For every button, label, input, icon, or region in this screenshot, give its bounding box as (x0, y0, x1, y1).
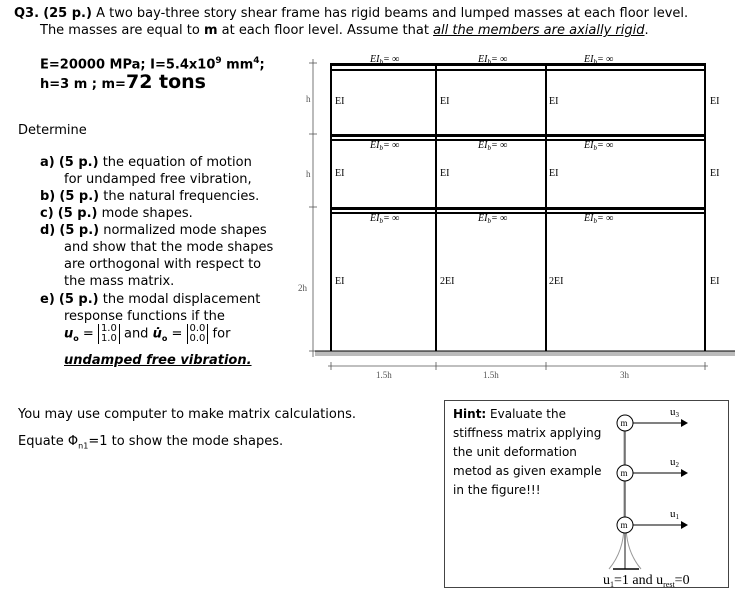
column-labels (335, 96, 719, 287)
col-label-1-3: 2EI (549, 276, 564, 287)
col-label-3-4: EI (710, 96, 720, 107)
question-mass-symbol: m (203, 23, 218, 38)
ground (315, 351, 735, 356)
for-text: for (208, 326, 231, 342)
hint-body: Evaluate the stiffness matrix applying the unit deformation metod as given example in the figure!!! (453, 407, 602, 497)
u0-vector-bottom: 1.0 (100, 333, 117, 344)
floor1-beam-top (330, 207, 706, 210)
mass-3-label: m (620, 418, 628, 428)
item-a-label: a) (40, 155, 55, 170)
col-label-1-4: EI (710, 276, 720, 287)
col-label-2-3: EI (549, 168, 559, 179)
u0-subscript: o (73, 334, 79, 344)
col-label-1-1: EI (335, 276, 345, 287)
beam-label-f1-2: $EI_b=$ ∞ (478, 213, 508, 225)
item-e-text-2: response functions if the (64, 309, 225, 324)
question-text-2b: at each floor level. Assume that (217, 23, 434, 38)
u1-label: u1 (670, 508, 679, 521)
beam-label-f2-2: $EI_b=$ ∞ (478, 140, 508, 152)
item-e-label: e) (40, 292, 55, 307)
beams (330, 63, 706, 214)
hint-bold: Hint: (453, 407, 487, 421)
item-d-text-1: normalized mode shapes (99, 223, 267, 238)
dim-2h-bottom: 2h (298, 283, 307, 293)
note-equate-a: Equate Φ (18, 434, 79, 449)
determine-label: Determine (18, 123, 87, 138)
note-equate-b: =1 to show the mode shapes. (88, 434, 284, 449)
item-d (40, 222, 273, 290)
dim-h-top: h (306, 94, 311, 104)
axially-rigid-text: all the members are axially rigid (433, 23, 645, 38)
u0-equals: = (78, 326, 98, 342)
udot0-vector-bottom: 0.0 (189, 333, 206, 344)
param-h-m: h=3 m ; m= (40, 77, 126, 92)
hint-caption: $u_1=1$ and $u_{rest}=0$ (603, 573, 690, 587)
item-d-text-4: the mass matrix. (64, 274, 175, 289)
item-c (40, 205, 193, 222)
question-points: (25 p.) (43, 6, 92, 21)
param-mass-value: 72 tons (125, 71, 206, 93)
item-c-label: c) (40, 206, 54, 221)
hint-figure (595, 401, 729, 587)
udot0-vector (187, 324, 209, 344)
beam-label-f1-3: $EI_b=$ ∞ (584, 213, 614, 225)
dim-h-middle: h (306, 169, 311, 179)
col-label-3-1: EI (335, 96, 345, 107)
item-a-points: (5 p.) (58, 155, 99, 170)
param-i-exponent: 9 (215, 56, 222, 66)
item-c-text: mode shapes. (97, 206, 193, 221)
beam-label-r1: $EI_b=$ ∞ (370, 55, 400, 66)
item-e (40, 291, 260, 325)
dim-bay-3: 3h (620, 370, 629, 380)
col-label-2-1: EI (335, 168, 345, 179)
dim-bay-2: 1.5h (483, 370, 499, 380)
roof-beam-bottom (330, 69, 706, 71)
item-b-label: b) (40, 189, 56, 204)
item-b (40, 188, 259, 205)
udot0-subscript: o (161, 334, 168, 344)
udot0-symbol: u̇ (152, 326, 162, 342)
params-line-2 (40, 71, 206, 93)
item-e-points: (5 p.) (58, 292, 99, 307)
floor2-beam-top (330, 134, 706, 137)
col-label-2-2: EI (440, 168, 450, 179)
beam-label-f2-3: $EI_b=$ ∞ (584, 140, 614, 152)
note-equate-sub: n1 (78, 441, 89, 451)
u0-vector (98, 324, 120, 344)
u0-symbol: u (64, 326, 74, 342)
question-number: Q3. (14, 6, 40, 21)
question-text-1: A two bay-three story shear frame has rigid beams and lumped masses at each floor level. (96, 6, 689, 21)
beam-label-r2: $EI_b=$ ∞ (478, 55, 508, 66)
item-b-text: the natural frequencies. (99, 189, 260, 204)
hint-text (453, 405, 603, 500)
item-b-points: (5 p.) (59, 189, 100, 204)
item-d-label: d) (40, 223, 56, 238)
item-d-text-3: are orthogonal with respect to (64, 257, 262, 272)
item-a-text-2: for undamped free vibration, (64, 172, 252, 187)
item-c-points: (5 p.) (57, 206, 98, 221)
question-line-2 (40, 23, 649, 38)
and-text: and (119, 326, 153, 342)
param-e-i: E=20000 MPa; I=5.4x10 (40, 57, 216, 73)
u3-label: u3 (670, 406, 679, 419)
u2-label: u2 (670, 456, 679, 469)
deformed-shape-a (609, 423, 624, 569)
param-semicolon: ; (259, 57, 265, 73)
note-computer: You may use computer to make matrix calculations. (18, 407, 356, 422)
question-line-1 (14, 6, 688, 21)
mass-1-label: m (620, 520, 628, 530)
param-unit: mm (221, 57, 254, 73)
item-a-text-1: the equation of motion (98, 155, 252, 170)
question-text-2c: . (644, 23, 649, 38)
item-e-text-1: the modal displacement (98, 292, 261, 307)
dim-bay-1: 1.5h (376, 370, 392, 380)
udot0-vector-top: 0.0 (189, 323, 206, 334)
question-text-2a: The masses are equal to (40, 23, 204, 38)
col-label-2-4: EI (710, 168, 720, 179)
item-d-points: (5 p.) (59, 223, 100, 238)
mass-2-label: m (620, 468, 628, 478)
params-line-1 (40, 56, 265, 72)
item-d-text-2: and show that the mode shapes (64, 240, 274, 255)
initial-conditions (64, 324, 230, 347)
item-e-text-4: undamped free vibration. (64, 353, 252, 368)
u0-vector-top: 1.0 (100, 323, 117, 334)
beam-label-f2-1: $EI_b=$ ∞ (370, 140, 400, 152)
param-unit-exponent: 4 (253, 56, 260, 66)
beam-label-f1-1: $EI_b=$ ∞ (370, 213, 400, 225)
col-label-3-2: EI (440, 96, 450, 107)
item-a (40, 154, 252, 188)
shear-frame-figure (290, 55, 745, 385)
col-label-1-2: 2EI (440, 276, 455, 287)
udot0-equals: = (167, 326, 187, 342)
beam-label-r3: $EI_b=$ ∞ (584, 55, 614, 66)
col-label-3-3: EI (549, 96, 559, 107)
hint-box (444, 400, 729, 588)
note-equate (18, 434, 283, 451)
